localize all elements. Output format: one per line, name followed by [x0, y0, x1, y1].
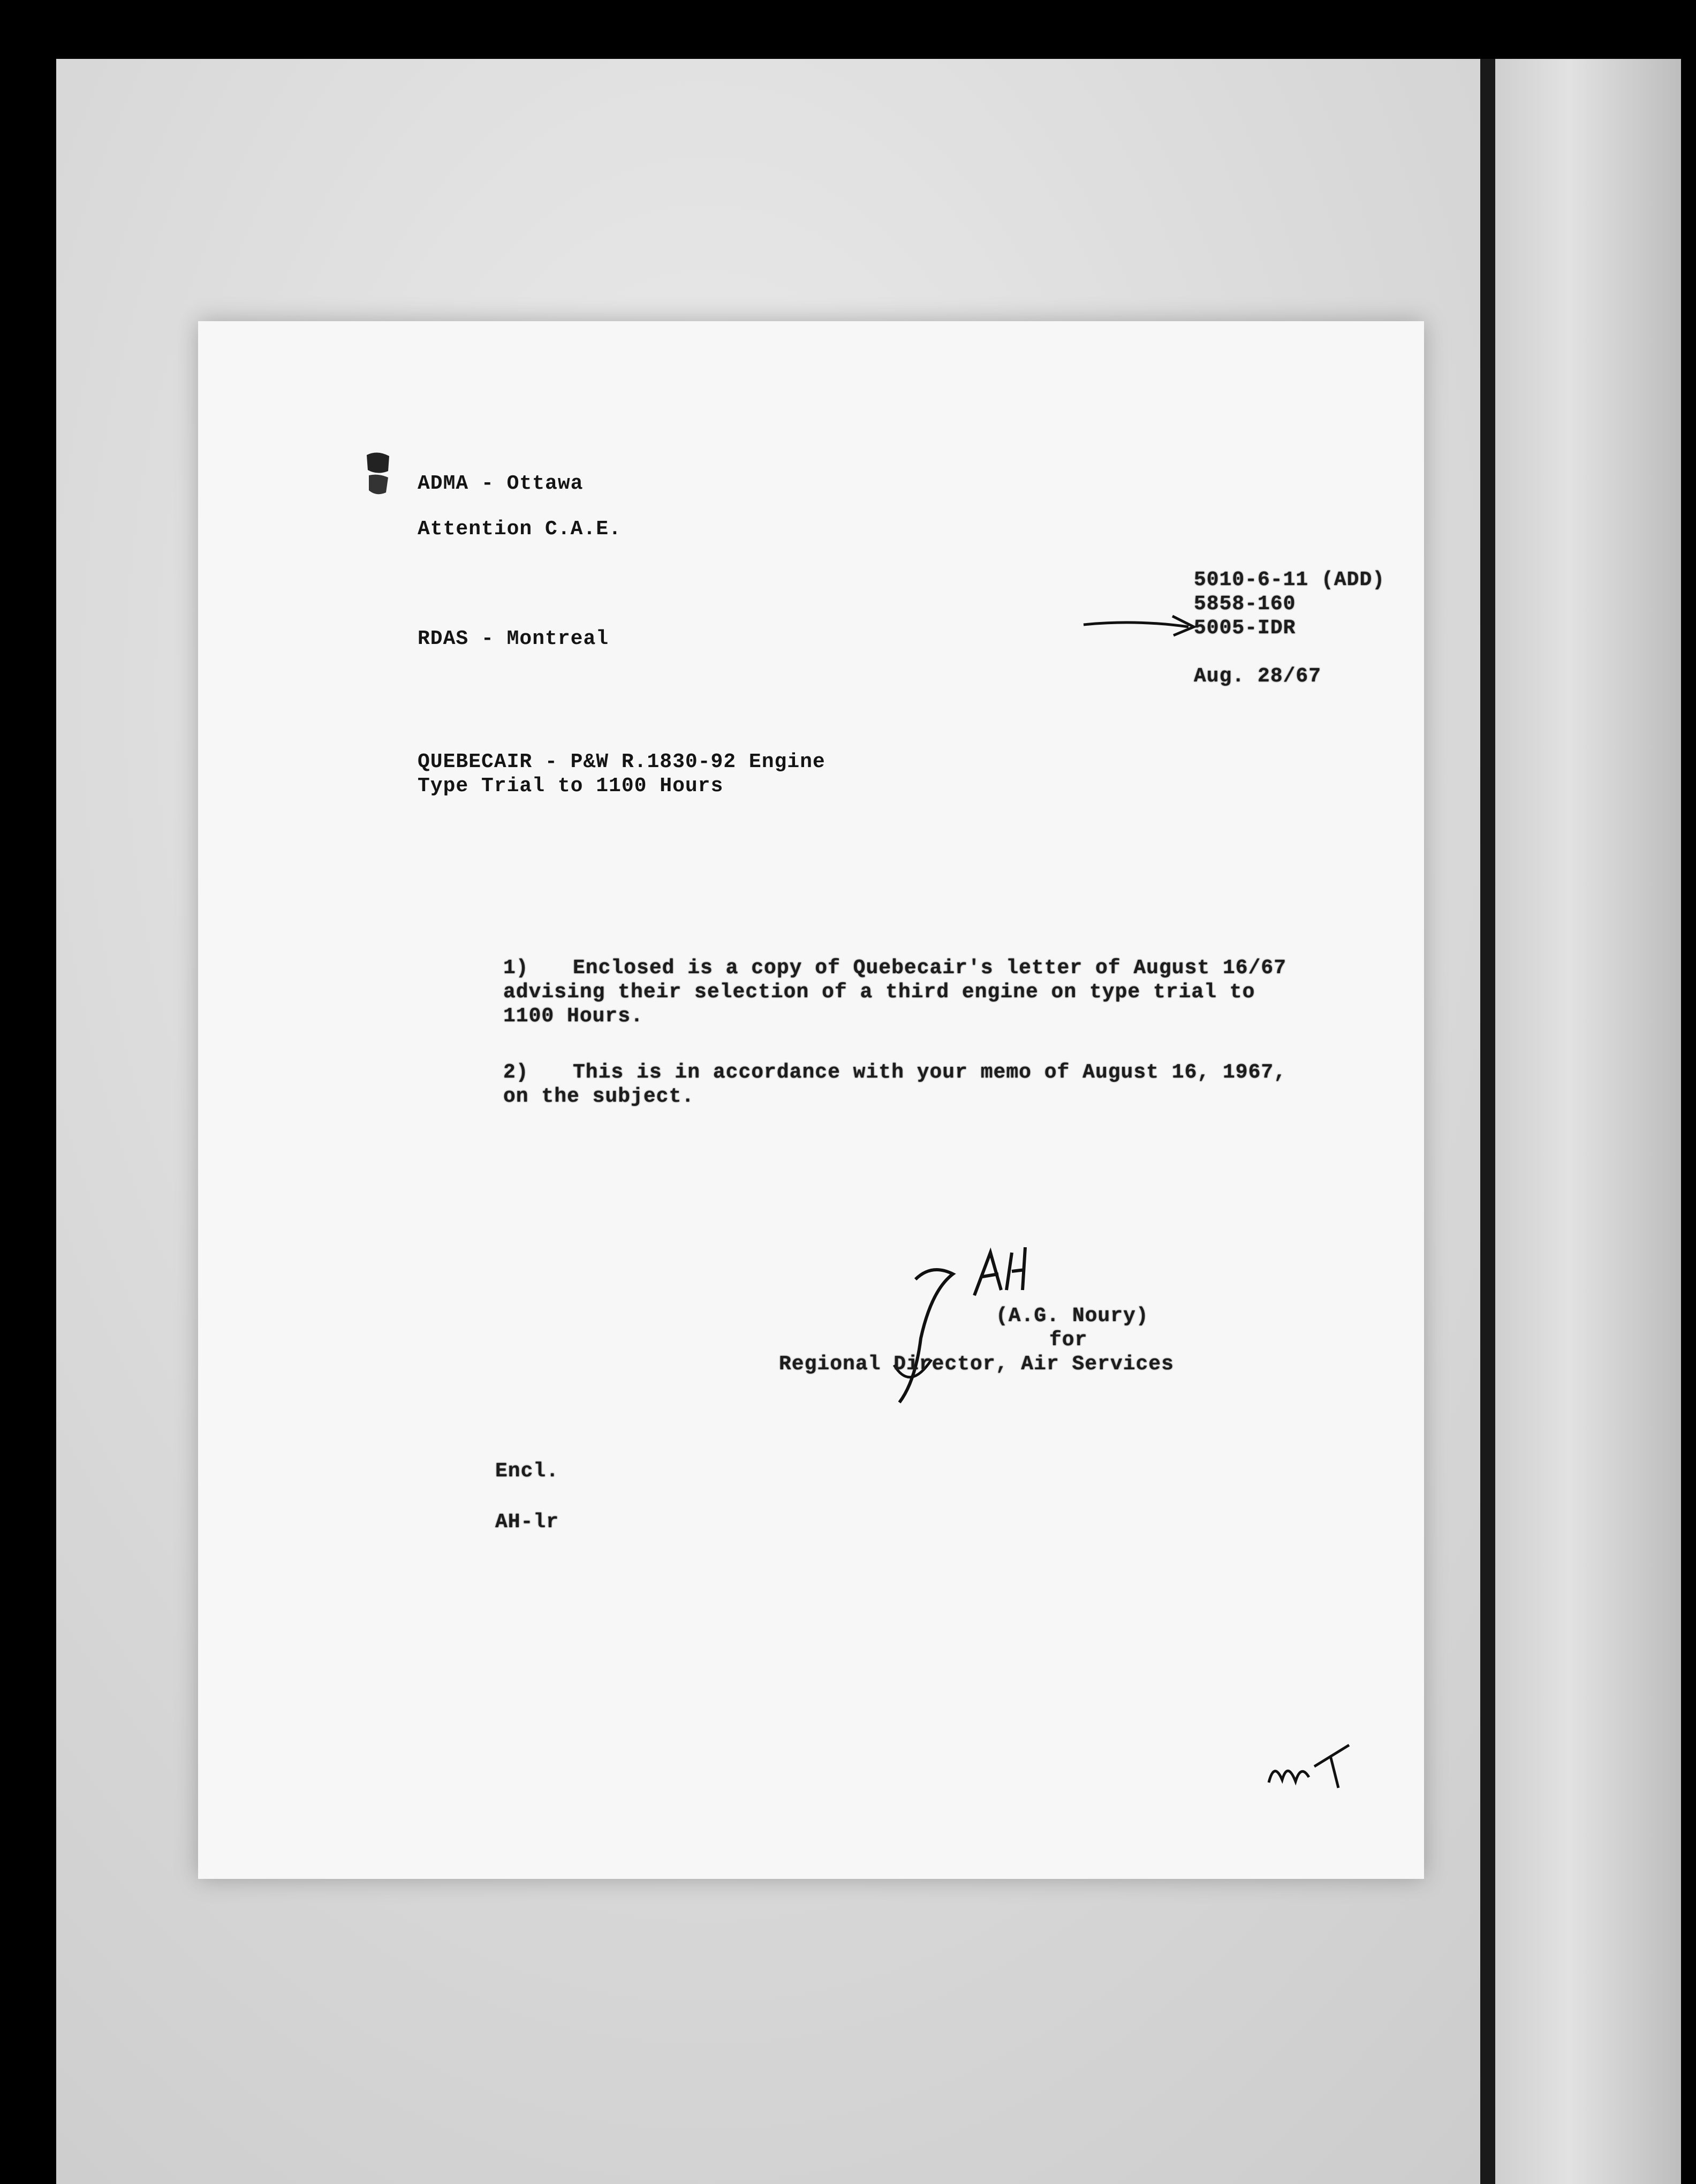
paragraph-line: advising their selection of a third engine on type trial to [503, 981, 1255, 1004]
reference-number: 5005-IDR [1194, 617, 1296, 640]
scan-right-panel [1495, 59, 1681, 2184]
typist-initials: AH-lr [495, 1511, 559, 1534]
letter-date: Aug. 28/67 [1194, 665, 1322, 688]
scan-edge-strip [1480, 59, 1495, 2184]
paragraph-number: 2) [503, 1061, 529, 1084]
paragraph-line: 1100 Hours. [503, 1005, 643, 1028]
to-line: ADMA - Ottawa [418, 472, 584, 495]
reference-number: 5010-6-11 (ADD) [1194, 568, 1385, 592]
paragraph-line: This is in accordance with your memo of August 16, 1967, [573, 1061, 1287, 1084]
paragraph-line: Enclosed is a copy of Quebecair's letter of August 16/67 [573, 957, 1287, 980]
paragraph-line: on the subject. [503, 1085, 695, 1108]
enclosure-note: Encl. [495, 1460, 559, 1483]
subject-line: QUEBECAIR - P&W R.1830-92 Engine [418, 750, 826, 774]
subject-line: Type Trial to 1100 Hours [418, 775, 724, 798]
letter-sheet [198, 321, 1424, 1879]
signer-title: Regional Director, Air Services [779, 1353, 1174, 1376]
arrow-right-icon [1081, 613, 1199, 642]
paragraph-number: 1) [503, 957, 529, 980]
from-line: RDAS - Montreal [418, 627, 609, 650]
stamp-mark-icon [361, 450, 393, 500]
attention-line: Attention C.A.E. [418, 518, 622, 541]
signer-name: (A.G. Noury) [996, 1305, 1149, 1328]
reference-number: 5858-160 [1194, 593, 1296, 616]
signer-for: for [1049, 1329, 1088, 1352]
handwritten-initials [1263, 1734, 1371, 1801]
